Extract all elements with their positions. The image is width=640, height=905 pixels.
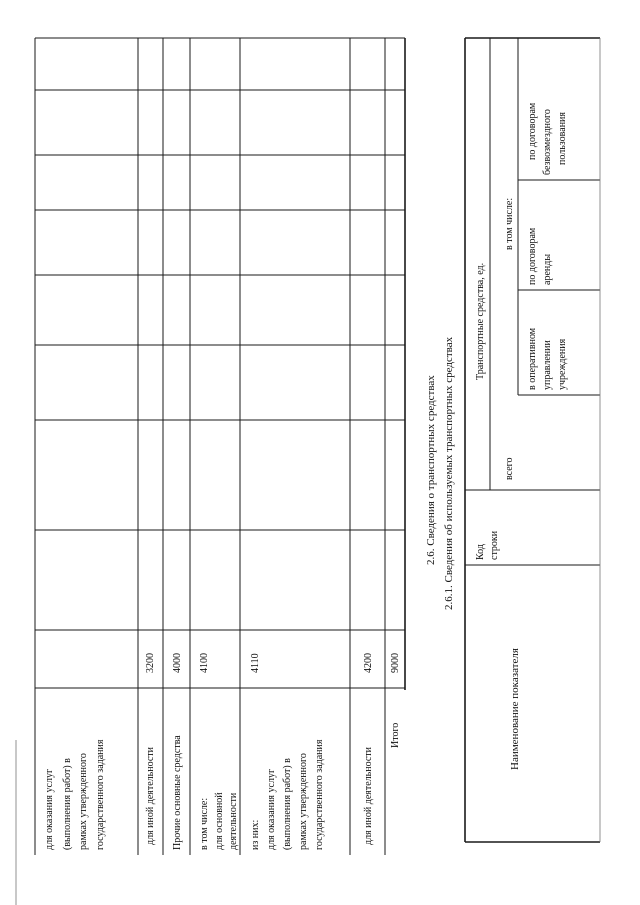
section-subtitle: 2.6.1. Сведения об используемых транспортных средствах	[443, 336, 455, 610]
upper-row-5-line-4: рамках утвержденного	[298, 753, 309, 850]
lower-col-lease-line-2: аренды	[542, 253, 553, 285]
upper-row-2-code: 3200	[145, 653, 156, 673]
section-title: 2.6. Сведения о транспортных средствах	[425, 375, 437, 565]
upper-row-5-line-1: из них:	[250, 819, 261, 850]
upper-row-7-name: Итого	[390, 722, 401, 748]
lower-col-code-line-2: строки	[489, 530, 500, 560]
upper-row-5-line-3: (выполнения работ) в	[282, 758, 293, 850]
lower-col-operative-line-3: учреждения	[557, 338, 568, 390]
lower-col-free-use-line-3: пользования	[557, 112, 568, 165]
lower-col-incl: в том числе:	[504, 197, 515, 250]
lower-table	[465, 38, 600, 842]
upper-row-1-line-1: для оказания услуг	[44, 768, 55, 850]
upper-row-6-name: для иной деятельности	[363, 747, 374, 845]
upper-row-4-line-3: деятельности	[228, 792, 239, 850]
upper-row-5-code: 4110	[250, 653, 261, 673]
upper-table	[35, 38, 405, 855]
upper-row-3-name: Прочие основные средства	[172, 735, 183, 850]
lower-col-lease-line-1: по договорам	[527, 227, 538, 285]
lower-col-operative-line-2: управлении	[542, 340, 553, 390]
upper-row-4-line-1: в том числе:	[199, 797, 210, 850]
upper-row-4-code: 4100	[199, 653, 210, 673]
upper-row-1-line-2: (выполнения работ) в	[62, 758, 73, 850]
upper-row-1-line-3: рамках утвержденного	[78, 753, 89, 850]
upper-row-4-line-2: для основной	[214, 792, 225, 850]
lower-col-free-use-line-1: по договорам	[527, 102, 538, 160]
upper-row-5-line-5: государственного задания	[314, 739, 325, 850]
lower-col-total: всего	[504, 457, 515, 480]
lower-col-operative-line-1: в оперативном	[527, 327, 538, 390]
upper-row-1-line-4: государственного задания	[95, 739, 106, 850]
upper-row-7-code: 9000	[390, 653, 401, 673]
upper-row-2-name: для иной деятельности	[145, 747, 156, 845]
lower-col-code-line-1: Код	[475, 544, 486, 560]
lower-col-free-use-line-2: безвозмездного	[542, 109, 553, 175]
upper-row-3-code: 4000	[172, 653, 183, 673]
lower-col-name: Наименование показателя	[509, 648, 521, 770]
lower-col-group: Транспортные средства, ед.	[475, 262, 486, 380]
upper-row-6-code: 4200	[363, 653, 374, 673]
upper-row-5-line-2: для оказания услуг	[266, 768, 277, 850]
